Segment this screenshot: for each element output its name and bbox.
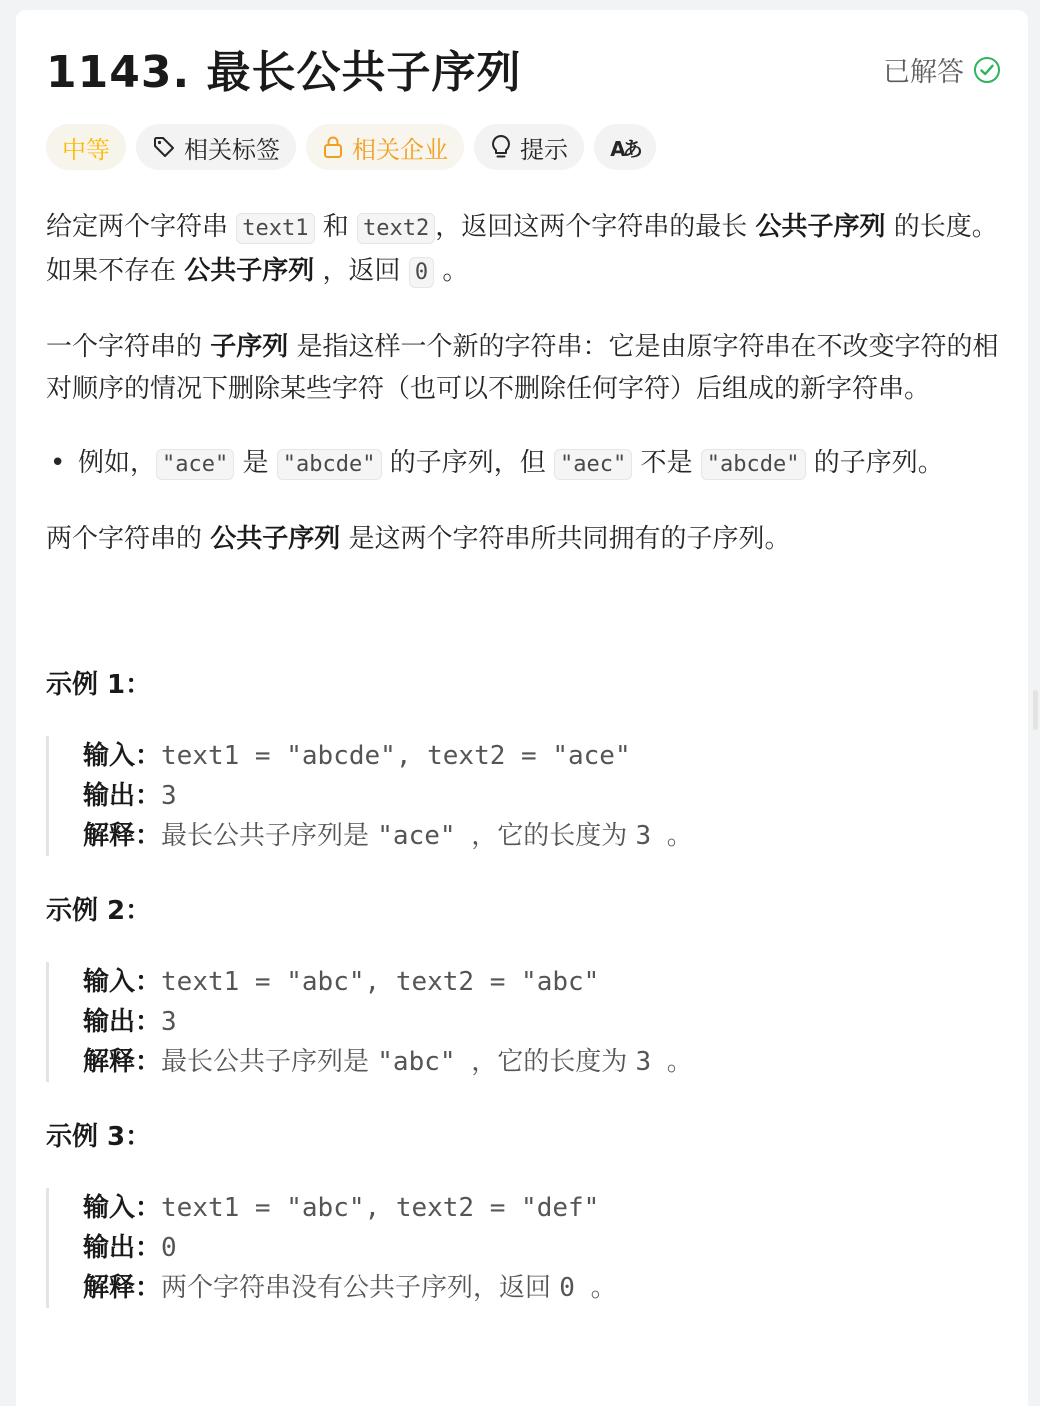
- example-output-line: 输出：3: [83, 781, 177, 811]
- related-companies-button[interactable]: [306, 124, 464, 170]
- translate-button[interactable]: [594, 124, 656, 170]
- description-paragraph-1: 给定两个字符串 text1 和 text2 ，返回这两个字符串的最长 公共子序列 的长度。如果不存在 公共子序列 ，返回 0 。: [46, 212, 998, 286]
- problem-description-panel: [16, 10, 1028, 1406]
- example-title: 示例 2：: [46, 896, 152, 926]
- problem-title[interactable]: 1143. 最长公共子序列: [46, 47, 522, 98]
- solved-label: 已解答: [883, 57, 964, 88]
- related-topics-label: 相关标签: [184, 135, 280, 164]
- bold-term: 公共子序列: [210, 524, 341, 554]
- hint-label: 提示: [520, 135, 568, 164]
- example-title: 示例 3：: [46, 1122, 152, 1152]
- example-input-line: 输入：text1 = "abc", text2 = "def": [83, 1193, 600, 1223]
- example-explanation-line: 解释：最长公共子序列是 "abc" ，它的长度为 3 。: [83, 1047, 693, 1077]
- description-paragraph-3: 两个字符串的 公共子序列 是这两个字符串所共同拥有的子序列。: [46, 524, 791, 554]
- tag-icon: [152, 135, 176, 159]
- translate-icon: Aあ: [610, 136, 640, 161]
- example-explanation-line: 解释：两个字符串没有公共子序列，返回 0 。: [83, 1273, 617, 1303]
- inline-code: text2: [357, 213, 435, 244]
- inline-code: 0: [409, 257, 434, 288]
- example-title: 示例 1：: [46, 670, 152, 700]
- example-block: [46, 736, 1001, 856]
- hint-button[interactable]: [474, 124, 584, 170]
- example-input-line: 输入：text1 = "abcde", text2 = "ace": [83, 741, 631, 771]
- inline-code: "aec": [554, 449, 632, 480]
- example-output-line: 输出：3: [83, 1007, 177, 1037]
- check-circle-icon: [974, 57, 1000, 83]
- example-output-line: 输出：0: [83, 1233, 177, 1263]
- bullet-item: • 例如， "ace" 是 "abcde" 的子序列，但 "aec" 不是 "abcde" 的子序列。: [46, 442, 948, 486]
- inline-code: "abcde": [277, 449, 382, 480]
- description-paragraph-2: 一个字符串的 子序列 是指这样一个新的字符串：它是由原字符串在不改变字符的相对顺序的情况下删除某些字符（也可以不删除任何字符）后组成的新字符串。: [46, 332, 999, 404]
- related-companies-label: 相关企业: [352, 135, 448, 164]
- problem-content: [46, 206, 1001, 1308]
- scrollbar-thumb[interactable]: [1033, 690, 1038, 730]
- example-input-line: 输入：text1 = "abc", text2 = "abc": [83, 967, 600, 997]
- difficulty-badge: [46, 124, 126, 170]
- inline-code: "ace": [156, 449, 234, 480]
- bold-term: 公共子序列: [184, 256, 315, 286]
- example-explanation-line: 解释：最长公共子序列是 "ace" ，它的长度为 3 。: [83, 821, 693, 851]
- bold-term: 公共子序列: [755, 212, 886, 242]
- solved-status: [883, 50, 1000, 89]
- tag-bar: [46, 124, 656, 170]
- inline-code: "abcde": [701, 449, 806, 480]
- lightbulb-icon: [490, 134, 512, 160]
- example-block: [46, 1188, 1001, 1308]
- title-row: [46, 36, 1000, 102]
- inline-code: text1: [236, 213, 314, 244]
- bold-term: 子序列: [210, 332, 289, 362]
- lock-icon: [322, 135, 344, 159]
- difficulty-label: 中等: [62, 135, 110, 164]
- example-block: [46, 962, 1001, 1082]
- related-topics-button[interactable]: [136, 124, 296, 170]
